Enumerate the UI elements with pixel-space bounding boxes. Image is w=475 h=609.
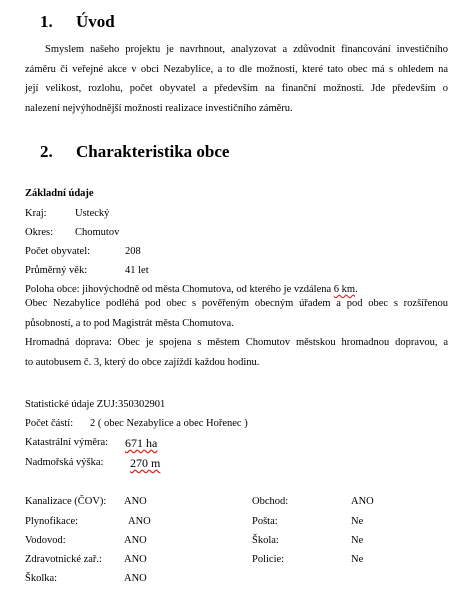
okres-value: Chomutov [75,227,120,238]
info-line: to autobusem č. 3, který do obce zajíždí každou hodinu. [25,356,260,368]
amenity-label: Pošta: [252,516,278,527]
area-label: Katastrální výměra: [25,437,109,448]
kraj-value: Ustecký [75,208,110,219]
section2-number: 2. [40,142,53,161]
amenity-label: Plynofikace: [25,516,79,527]
amenity-value: ANO [124,573,147,584]
info-paragraph [25,294,448,372]
amenity-value: ANO [124,535,147,546]
section2-title: Charakteristika obce [76,142,230,161]
amenity-value: ANO [128,516,151,527]
section1-number: 1. [40,12,53,31]
paragraph-line: záměru či veřejné akce v obci Nezabylice, a to dle možností, které tato obec má s ohledem na [25,63,448,75]
amenity-value: Ne [351,554,364,565]
section1-paragraph [25,40,448,118]
statistics-label: Statistické údaje ZUJ: [25,399,118,410]
section1-title: Úvod [76,12,115,31]
altitude-label: Nadmořská výška: [25,457,104,468]
population-value: 208 [125,246,141,257]
amenity-value: Ne [351,516,364,527]
info-line: Obec Nezabylice podléhá pod obec s pověřeným obecným úřadem a pod obec s rozšířenou [25,298,448,309]
amenity-value: ANO [124,554,147,565]
amenity-label: Obchod: [252,496,289,507]
parts-value: 2 ( obec Nezabylice a obec Hořenec ) [90,418,248,429]
parts-label: Počet částí: [25,418,74,429]
average-age-value: 41 let [125,265,149,276]
statistics-value: 350302901 [118,399,166,410]
paragraph-line: nalezení nejvýhodnější možnosti realizace investičního záměru. [25,102,293,114]
amenity-label: Policie: [252,554,285,565]
amenity-label: Kanalizace (ČOV): [25,496,107,507]
amenity-label: Zdravotnické zař.: [25,554,102,565]
info-line: působností, a to pod Magistrát města Chomutova. [25,317,234,329]
okres-label: Okres: [25,227,53,238]
area-value: 671 ha [125,436,158,450]
kraj-label: Kraj: [25,208,47,219]
amenity-label: Škola: [252,535,279,546]
amenity-value: Ne [351,535,364,546]
distance-km: 6 km [333,284,356,295]
population-label: Počet obyvatel: [25,246,91,257]
average-age-label: Průměrný věk: [25,265,88,276]
amenity-value: ANO [351,496,374,507]
location-end: . [355,284,358,295]
amenity-label: Vodovod: [25,535,66,546]
amenity-label: Školka: [25,573,58,584]
location-text: Poloha obce: jihovýchodně od města Chomutova, od kterého je vzdálena [25,284,334,295]
altitude-value: 270 m [130,456,161,470]
amenity-value: ANO [124,496,147,507]
paragraph-line: Smyslem našeho projektu je navrhnout, analyzovat a zdůvodnit financování investičního [45,44,448,55]
paragraph-line: její velikost, rozlohu, počet obyvatel a především na finanční možnosti. Jde především o [25,83,448,94]
basic-info-heading: Základní údaje [25,188,94,199]
info-line: Hromadná doprava: Obec je spojena s městem Chomutov městskou hromadnou dopravou, a [25,337,448,348]
